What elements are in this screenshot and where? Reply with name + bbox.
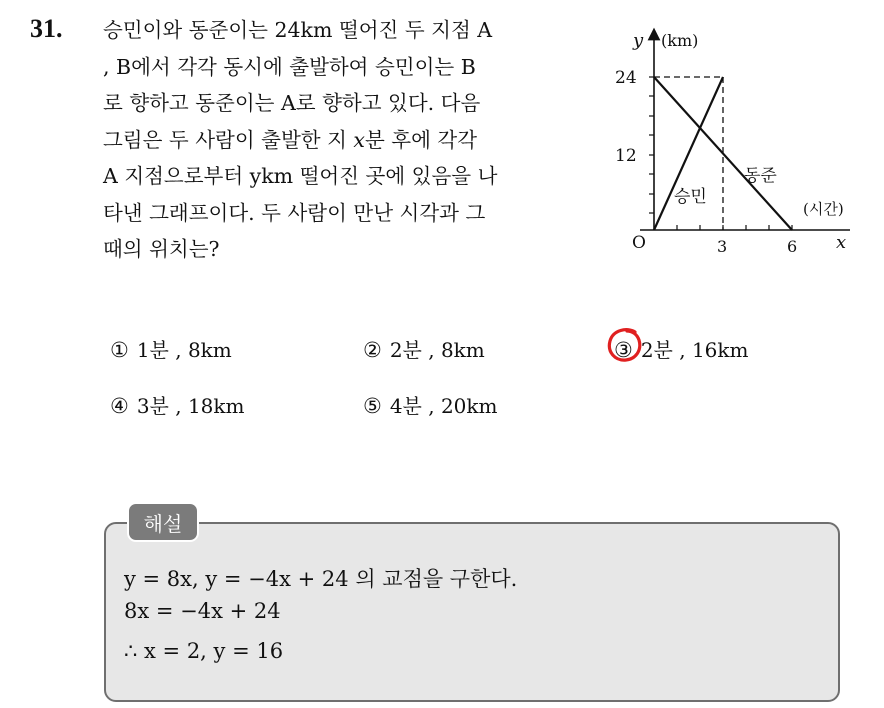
- solution-line-2: 8x = −4x + 24: [124, 599, 281, 623]
- question-line-1: 승민이와 동준이는 24km 떨어진 두 지점 A: [103, 18, 493, 42]
- choice-5-text: 4분 , 20km: [389, 394, 498, 418]
- y-unit-label: (km): [661, 31, 699, 50]
- choice-2[interactable]: [363, 334, 485, 363]
- answer-circle-mark: [605, 325, 645, 365]
- choice-2-text: 2분 , 8km: [389, 338, 485, 362]
- question-line-7: 때의 위치는?: [103, 237, 220, 261]
- question-line-4b: 분 후에 각각: [364, 127, 478, 152]
- x-axis-label: x: [836, 232, 847, 253]
- line-seungmin: [654, 77, 723, 230]
- choice-3-text: 2분 , 16km: [640, 338, 749, 362]
- x-unit-label: (시간): [803, 200, 844, 218]
- choice-1-number: ①: [110, 338, 129, 362]
- choice-2-number: ②: [363, 338, 382, 362]
- variable-x: x: [353, 127, 365, 152]
- question-line-2: , B에서 각각 동시에 출발하여 승민이는 B: [103, 54, 476, 79]
- solution-label: 해설: [127, 502, 199, 542]
- choice-1-text: 1분 , 8km: [136, 338, 232, 362]
- question-line-4: [103, 122, 595, 159]
- y-axis-label: y: [633, 30, 644, 51]
- x-tick-3: 3: [717, 237, 728, 256]
- choice-1[interactable]: [110, 334, 232, 363]
- choice-3-number: ③: [614, 338, 633, 362]
- label-dongjun: 동준: [744, 166, 777, 186]
- origin-label: O: [632, 233, 646, 253]
- x-tick-6: 6: [787, 237, 798, 256]
- question-number: 31.: [30, 14, 63, 43]
- y-tick-24: 24: [615, 68, 637, 88]
- question-line-5: A 지점으로부터 ykm 떨어진 곳에 있음을 나: [103, 164, 498, 188]
- question-line-6: 타낸 그래프이다. 두 사람이 만난 시각과 그: [103, 200, 486, 225]
- y-tick-12: 12: [615, 146, 637, 166]
- choice-4[interactable]: [110, 390, 244, 419]
- choice-4-text: 3분 , 18km: [136, 394, 245, 418]
- solution-line-3: ∴ x = 2, y = 16: [124, 639, 284, 663]
- question-line-4a: 그림은 두 사람이 출발한 지: [103, 127, 354, 152]
- choice-5-number: ⑤: [363, 394, 382, 418]
- choice-5[interactable]: [363, 390, 497, 419]
- question-line-3: 로 향하고 동준이는 A로 향하고 있다. 다음: [103, 91, 481, 115]
- choice-4-number: ④: [110, 394, 129, 418]
- solution-line-1: y = 8x, y = −4x + 24 의 교점을 구한다.: [124, 567, 518, 591]
- distance-time-graph: [610, 20, 870, 270]
- question-text: [103, 12, 595, 268]
- label-seungmin: 승민: [674, 187, 707, 207]
